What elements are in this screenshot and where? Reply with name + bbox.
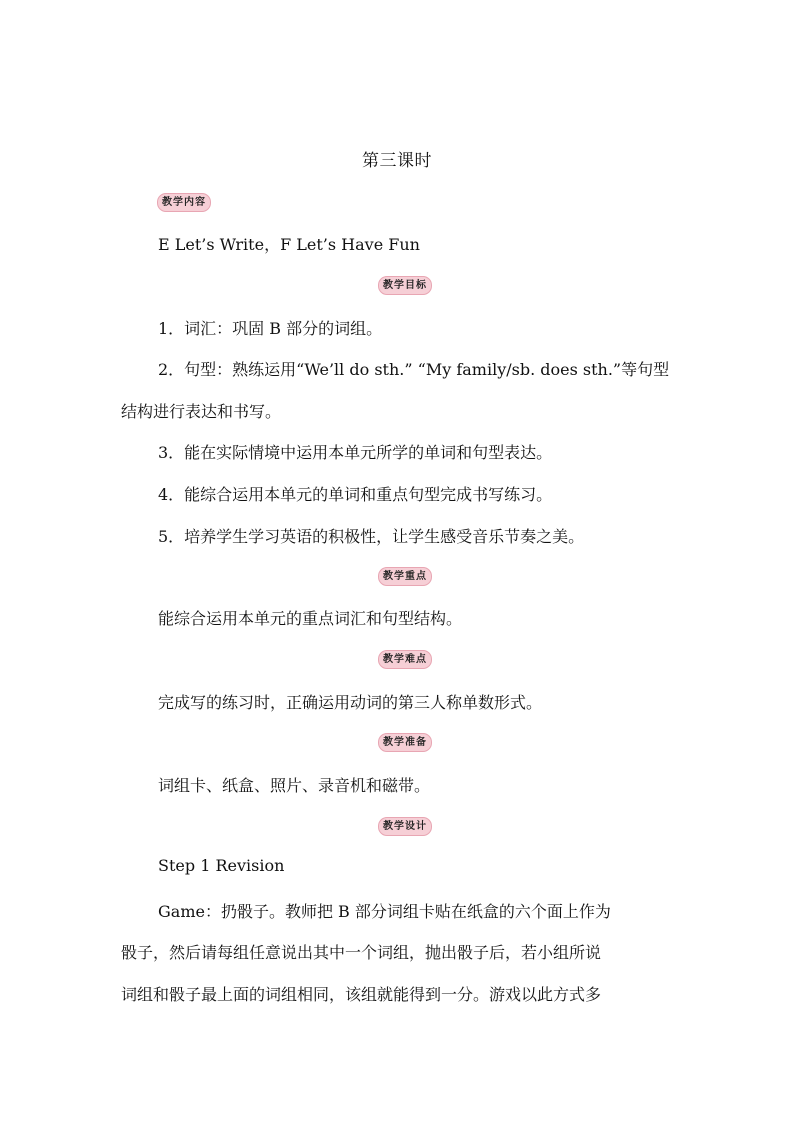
prep-text: 词组卡、纸盒、照片、录音机和磁带。 [158, 776, 431, 795]
goal-item-2-cont: 结构进行表达和书写。 [121, 402, 282, 421]
section-badge-prep: 教学准备 [378, 733, 432, 752]
step1-line-1: Game：扔骰子。教师把 B 部分词组卡贴在纸盒的六个面上作为 [158, 902, 611, 921]
step1-title: Step 1 Revision [158, 856, 285, 875]
section-badge-key: 教学重点 [378, 567, 432, 586]
step1-line-2: 骰子，然后请每组任意说出其中一个词组，抛出骰子后，若小组所说 [121, 943, 602, 962]
key-text: 能综合运用本单元的重点词汇和句型结构。 [158, 609, 463, 628]
section-badge-goals: 教学目标 [378, 276, 432, 295]
step1-line-3: 词组和骰子最上面的词组相同，该组就能得到一分。游戏以此方式多 [121, 985, 602, 1004]
section-badge-difficulty: 教学难点 [378, 650, 432, 669]
page-title: 第三课时 [362, 151, 432, 171]
section-badge-design: 教学设计 [378, 817, 432, 836]
goal-item-4: 4．能综合运用本单元的单词和重点句型完成书写练习。 [158, 485, 553, 504]
goal-item-2: 2．句型：熟练运用“We’ll do sth.” “My family/sb. does sth.”等句型 [158, 360, 670, 379]
goal-item-5: 5．培养学生学习英语的积极性，让学生感受音乐节奏之美。 [158, 527, 585, 546]
difficulty-text: 完成写的练习时，正确运用动词的第三人称单数形式。 [158, 693, 543, 712]
goal-item-1: 1．词汇：巩固 B 部分的词组。 [158, 319, 383, 338]
section-badge-content: 教学内容 [157, 193, 211, 212]
goal-item-3: 3．能在实际情境中运用本单元所学的单词和句型表达。 [158, 443, 553, 462]
content-text: E Let’s Write，F Let’s Have Fun [158, 235, 420, 254]
